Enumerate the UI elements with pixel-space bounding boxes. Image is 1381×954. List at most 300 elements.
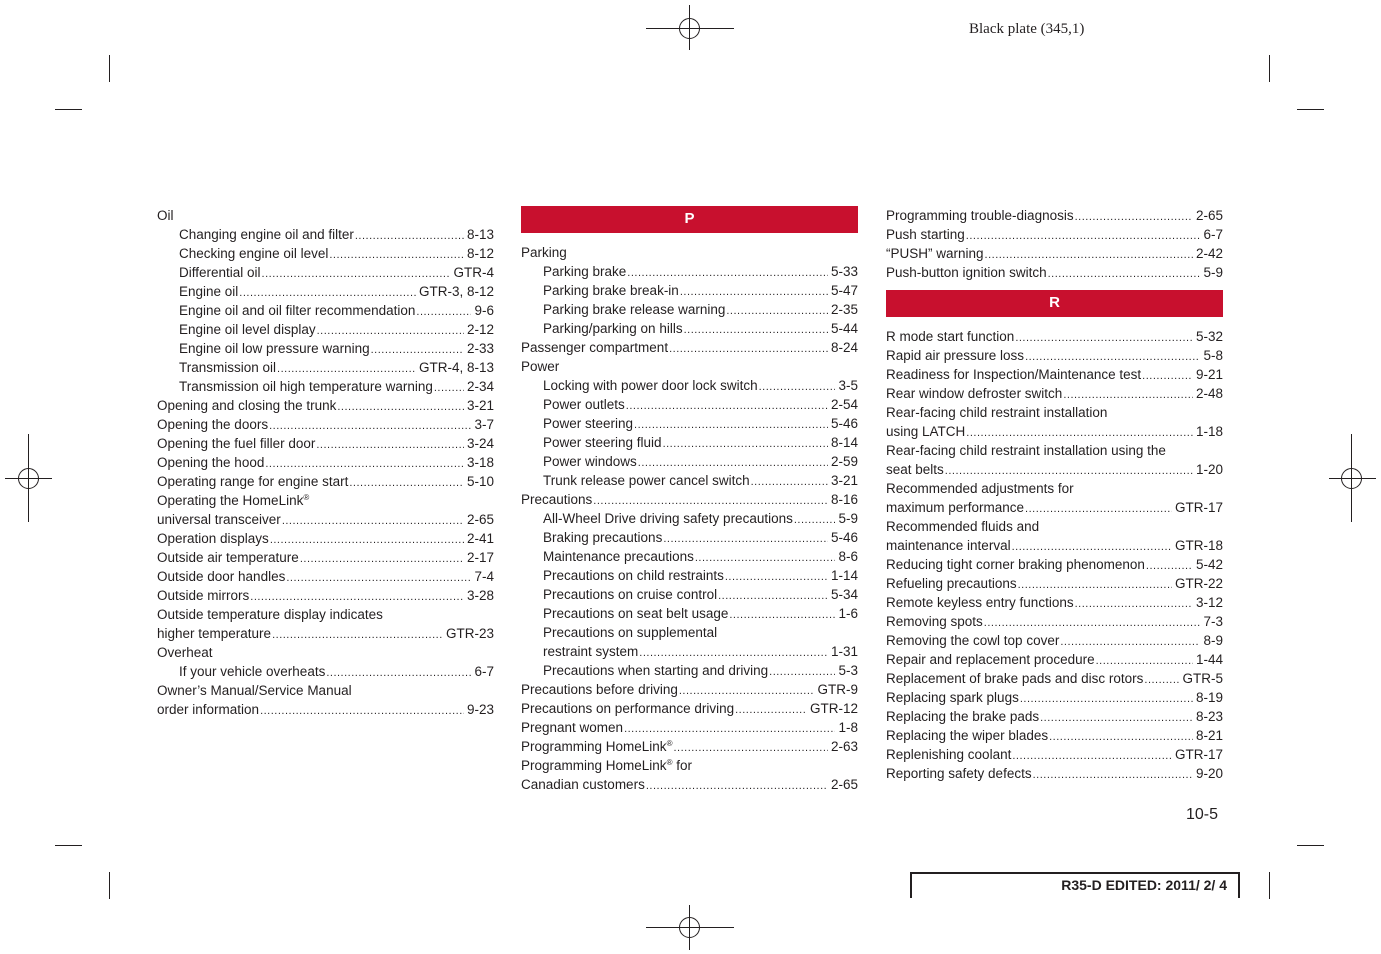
entry-term: Engine oil low pressure warning: [179, 341, 370, 356]
section-header-p: P: [521, 206, 858, 233]
entry-term: Remote keyless entry functions: [886, 595, 1074, 610]
page-reference: 3-18: [466, 455, 494, 470]
entry-term: Precautions when starting and driving: [543, 663, 769, 678]
dot-leader: [718, 587, 828, 606]
page-reference: 6-7: [474, 664, 494, 679]
entry-term: Engine oil and oil filter recommendation: [179, 303, 416, 318]
page-reference: 9-23: [466, 702, 494, 717]
crop-mark-bl-h: [55, 845, 82, 846]
index-entry: [157, 548, 494, 567]
page-reference: 5-32: [1195, 329, 1223, 344]
page-reference: 9-21: [1195, 367, 1223, 382]
index-entry: [157, 491, 494, 510]
entry-term: Parking brake release warning: [543, 302, 726, 317]
page-reference: 6-7: [1203, 227, 1223, 242]
page-reference: 8-24: [830, 340, 858, 355]
entry-term: Precautions on supplemental: [543, 625, 718, 640]
index-entry: [521, 433, 858, 452]
index-entry: [157, 681, 494, 700]
index-entry: [157, 567, 494, 586]
entry-term: higher temperature: [157, 626, 272, 641]
index-entry: [886, 574, 1223, 593]
dot-leader: [1020, 690, 1193, 709]
index-entry: [886, 669, 1223, 688]
page-reference: 8-13: [466, 227, 494, 242]
index-entry: [521, 623, 858, 642]
index-entry: [886, 365, 1223, 384]
index-entry: [886, 593, 1223, 612]
index-entry: [886, 688, 1223, 707]
index-entry: [521, 585, 858, 604]
page-reference: 2-48: [1195, 386, 1223, 401]
index-entry: [157, 624, 494, 643]
page-reference: 1-14: [830, 568, 858, 583]
entry-term: Replacing the wiper blades: [886, 728, 1049, 743]
entry-term: Parking brake break-in: [543, 283, 679, 298]
page-number: 10-5: [1186, 806, 1219, 823]
entry-term: Transmission oil: [179, 360, 277, 375]
entry-term: Programming trouble-diagnosis: [886, 208, 1074, 223]
entry-term: Rapid air pressure loss: [886, 348, 1025, 363]
entry-term: Opening the doors: [157, 417, 269, 432]
index-entry: [157, 358, 494, 377]
page-reference: GTR-5: [1182, 671, 1223, 686]
dot-leader: [634, 416, 828, 435]
dot-leader: [794, 511, 836, 530]
entry-term: Opening and closing the trunk: [157, 398, 337, 413]
index-entry: [886, 460, 1223, 479]
page-reference: 8-6: [838, 549, 858, 564]
page-reference: 8-12: [466, 246, 494, 261]
entry-term: Engine oil level display: [179, 322, 316, 337]
index-entry: [521, 718, 858, 737]
entry-term: Rear-facing child restraint installation: [886, 405, 1108, 420]
entry-term: Outside door handles: [157, 569, 286, 584]
dot-leader: [1144, 671, 1179, 690]
dot-leader: [316, 436, 464, 455]
index-entry: [157, 662, 494, 681]
index-entry: [886, 263, 1223, 282]
entry-term: order information: [157, 702, 260, 717]
index-entry: [521, 395, 858, 414]
page-reference: 2-63: [830, 739, 858, 754]
index-entry: [886, 517, 1223, 536]
index-entry: [886, 726, 1223, 745]
page-reference: 2-33: [466, 341, 494, 356]
page-reference: 5-9: [838, 511, 858, 526]
entry-term: Opening the hood: [157, 455, 265, 470]
page-reference: 2-34: [466, 379, 494, 394]
index-entry: [886, 346, 1223, 365]
index-entry: [886, 327, 1223, 346]
page-reference: GTR-17: [1174, 500, 1223, 515]
crop-mark-br-h: [1297, 845, 1324, 846]
dot-leader: [669, 340, 828, 359]
index-entry: [886, 764, 1223, 783]
index-entry: [886, 498, 1223, 517]
index-entry: [521, 471, 858, 490]
page-reference: 5-33: [830, 264, 858, 279]
page-reference: 2-41: [466, 531, 494, 546]
index-entry: [521, 642, 858, 661]
page-reference: 1-20: [1195, 462, 1223, 477]
entry-term: Programming HomeLink® for: [521, 758, 692, 773]
page-reference: GTR-3, 8-12: [418, 284, 494, 299]
page-reference: 3-5: [838, 378, 858, 393]
page-reference: 2-54: [830, 397, 858, 412]
index-entry: [521, 319, 858, 338]
index-entry: [521, 566, 858, 585]
entry-term: Outside air temperature: [157, 550, 299, 565]
dot-leader: [1075, 208, 1193, 227]
entry-term: Maintenance precautions: [543, 549, 694, 564]
entry-term: Rear window defroster switch: [886, 386, 1063, 401]
index-entry: [157, 320, 494, 339]
registered-mark: ®: [303, 493, 310, 502]
page-reference: 5-44: [830, 321, 858, 336]
dot-leader: [260, 702, 464, 721]
dot-leader: [626, 397, 828, 416]
index-entry: [157, 282, 494, 301]
index-list-p: [521, 243, 858, 794]
page-reference: 5-46: [830, 530, 858, 545]
dot-leader: [434, 379, 464, 398]
page-reference: 9-20: [1195, 766, 1223, 781]
dot-leader: [725, 568, 828, 587]
entry-term: Owner’s Manual/Service Manual: [157, 683, 352, 698]
entry-term: Recommended fluids and: [886, 519, 1040, 534]
index-entry: [157, 586, 494, 605]
entry-term: maximum performance: [886, 500, 1025, 515]
entry-term: Precautions on child restraints: [543, 568, 724, 583]
dot-leader: [1049, 728, 1193, 747]
index-entry: [521, 376, 858, 395]
index-entry: [521, 661, 858, 680]
dot-leader: [1075, 595, 1193, 614]
index-list-p-continued: [886, 206, 1223, 282]
dot-leader: [272, 626, 443, 645]
index-entry: [157, 225, 494, 244]
index-entry: [521, 604, 858, 623]
entry-term: Replacing the brake pads: [886, 709, 1040, 724]
dot-leader: [270, 531, 464, 550]
index-entry: [157, 510, 494, 529]
entry-term: Precautions before driving: [521, 682, 678, 697]
entry-term: Recommended adjustments for: [886, 481, 1074, 496]
dot-leader: [646, 777, 828, 796]
page-reference: 1-18: [1195, 424, 1223, 439]
entry-term: Changing engine oil and filter: [179, 227, 354, 242]
index-entry: [157, 263, 494, 282]
index-entry: [521, 414, 858, 433]
page-reference: 3-21: [466, 398, 494, 413]
page-reference: 8-14: [830, 435, 858, 450]
entry-term: Outside temperature display indicates: [157, 607, 383, 622]
entry-term: Reducing tight corner braking phenomenon: [886, 557, 1145, 572]
page-reference: 1-6: [838, 606, 858, 621]
index-entry: [886, 555, 1223, 574]
index-entry: [521, 547, 858, 566]
entry-term: Operating range for engine start: [157, 474, 349, 489]
edited-stamp: R35-D EDITED: 2011/ 2/ 4: [910, 872, 1240, 898]
page-reference: GTR-4: [453, 265, 494, 280]
registered-mark: ®: [666, 758, 673, 767]
page-reference: 2-12: [466, 322, 494, 337]
index-entry: [886, 384, 1223, 403]
dot-leader: [329, 246, 464, 265]
page-reference: 2-42: [1195, 246, 1223, 261]
page-reference: 9-6: [474, 303, 494, 318]
dot-leader: [282, 512, 464, 531]
dot-leader: [751, 473, 828, 492]
index-entry: [157, 700, 494, 719]
dot-leader: [300, 550, 464, 569]
registered-mark: ®: [666, 739, 673, 748]
entry-term: Refueling precautions: [886, 576, 1017, 591]
page-reference: 1-31: [830, 644, 858, 659]
entry-term: Operating the HomeLink®: [157, 493, 310, 508]
index-entry: [886, 441, 1223, 460]
entry-term: Locking with power door lock switch: [543, 378, 758, 393]
index-column-2: [521, 206, 858, 794]
crop-mark-tr-v: [1269, 55, 1270, 82]
page-reference: GTR-23: [445, 626, 494, 641]
index-entry: [886, 745, 1223, 764]
crop-mark-bl-v: [109, 872, 110, 899]
index-entry: [886, 206, 1223, 225]
entry-term: Trunk release power cancel switch: [543, 473, 750, 488]
page-reference: GTR-22: [1174, 576, 1223, 591]
entry-term: Power windows: [543, 454, 637, 469]
entry-term: Replacement of brake pads and disc rotors: [886, 671, 1144, 686]
index-entry: [157, 415, 494, 434]
dot-leader: [286, 569, 471, 588]
crop-mark-br-v: [1269, 872, 1270, 899]
plate-label: Black plate (345,1): [969, 21, 1085, 37]
page-reference: 5-47: [830, 283, 858, 298]
dot-leader: [1048, 265, 1201, 284]
page-reference: 8-19: [1195, 690, 1223, 705]
page-reference: 3-12: [1195, 595, 1223, 610]
index-entry: [521, 699, 858, 718]
entry-term: Parking/parking on hills: [543, 321, 683, 336]
index-entry: [886, 244, 1223, 263]
entry-term: Power outlets: [543, 397, 625, 412]
index-entry: [521, 490, 858, 509]
index-entry: [886, 650, 1223, 669]
crop-mark-tl-h: [55, 109, 82, 110]
index-entry: [157, 605, 494, 624]
dot-leader: [1012, 747, 1172, 766]
dot-leader: [1040, 709, 1193, 728]
entry-term: Replenishing coolant: [886, 747, 1012, 762]
index-column-3: [886, 206, 1223, 783]
index-entry: [886, 631, 1223, 650]
page-reference: 2-65: [466, 512, 494, 527]
page-reference: GTR-18: [1174, 538, 1223, 553]
dot-leader: [355, 227, 464, 246]
entry-term: “PUSH” warning: [886, 246, 984, 261]
page-reference: 1-44: [1195, 652, 1223, 667]
page-reference: GTR-9: [817, 682, 858, 697]
page-reference: 5-46: [830, 416, 858, 431]
index-entry: [157, 301, 494, 320]
entry-term: Precautions on cruise control: [543, 587, 718, 602]
entry-term: Precautions on performance driving: [521, 701, 735, 716]
index-entry: [521, 243, 858, 262]
entry-term: Outside mirrors: [157, 588, 250, 603]
page-reference: 7-4: [474, 569, 494, 584]
dot-leader: [1025, 500, 1172, 519]
page-reference: 5-42: [1195, 557, 1223, 572]
page-reference: 2-65: [1195, 208, 1223, 223]
page-reference: GTR-4, 8-13: [418, 360, 494, 375]
entry-term: Power steering fluid: [543, 435, 662, 450]
entry-term: Readiness for Inspection/Maintenance test: [886, 367, 1142, 382]
entry-term: maintenance interval: [886, 538, 1011, 553]
index-list-r: [886, 327, 1223, 783]
page-reference: 3-24: [466, 436, 494, 451]
entry-term: Differential oil: [179, 265, 261, 280]
entry-term: Power steering: [543, 416, 634, 431]
index-entry: [886, 225, 1223, 244]
page-reference: 5-10: [466, 474, 494, 489]
index-entry: [521, 262, 858, 281]
page-reference: 8-23: [1195, 709, 1223, 724]
index-entry: [521, 357, 858, 376]
index-entry: [521, 338, 858, 357]
entry-term: Canadian customers: [521, 777, 645, 792]
dot-leader: [673, 739, 828, 758]
dot-leader: [1142, 367, 1193, 386]
entry-term: Programming HomeLink®: [521, 739, 673, 754]
entry-term: Parking brake: [543, 264, 627, 279]
index-entry: [521, 756, 858, 775]
dot-leader: [349, 474, 464, 493]
index-entry: [521, 300, 858, 319]
index-entry: [521, 737, 858, 756]
entry-term: Braking precautions: [543, 530, 663, 545]
dot-leader: [729, 606, 835, 625]
index-entry: [886, 422, 1223, 441]
index-column-1: [157, 206, 494, 719]
page-reference: 8-21: [1195, 728, 1223, 743]
page-reference: 3-21: [830, 473, 858, 488]
dot-leader: [416, 303, 471, 322]
entry-term: Precautions on seat belt usage: [543, 606, 729, 621]
page-reference: GTR-12: [809, 701, 858, 716]
page-reference: 2-17: [466, 550, 494, 565]
entry-term: Overheat: [157, 645, 213, 660]
page-reference: 5-3: [838, 663, 858, 678]
index-entry: [521, 680, 858, 699]
entry-term: All-Wheel Drive driving safety precautions: [543, 511, 793, 526]
entry-term: Transmission oil high temperature warning: [179, 379, 433, 394]
entry-term: restraint system: [543, 644, 639, 659]
entry-term: R mode start function: [886, 329, 1015, 344]
page-reference: 3-28: [466, 588, 494, 603]
index-entry: [886, 479, 1223, 498]
dot-leader: [966, 227, 1201, 246]
index-entry: [157, 453, 494, 472]
entry-term: Oil: [157, 208, 174, 223]
entry-term: Removing the cowl top cover: [886, 633, 1060, 648]
index-entry: [521, 528, 858, 547]
entry-term: Pregnant women: [521, 720, 624, 735]
index-entry: [157, 206, 494, 225]
section-header-r: R: [886, 290, 1223, 317]
entry-term: Parking: [521, 245, 567, 260]
index-entry: [157, 434, 494, 453]
entry-term: Push starting: [886, 227, 965, 242]
entry-term: universal transceiver: [157, 512, 281, 527]
index-entry: [886, 536, 1223, 555]
index-entry: [521, 281, 858, 300]
index-entry: [157, 472, 494, 491]
entry-term: Power: [521, 359, 560, 374]
dot-leader: [735, 701, 807, 720]
dot-leader: [337, 398, 464, 417]
index-entry: [521, 509, 858, 528]
entry-term: seat belts: [886, 462, 944, 477]
page-reference: 8-9: [1203, 633, 1223, 648]
entry-term: Checking engine oil level: [179, 246, 329, 261]
page-reference: 2-59: [830, 454, 858, 469]
index-entry: [886, 403, 1223, 422]
page-reference: 3-7: [474, 417, 494, 432]
dot-leader: [726, 302, 828, 321]
entry-term: Precautions: [521, 492, 593, 507]
entry-term: Removing spots: [886, 614, 983, 629]
entry-term: using LATCH: [886, 424, 966, 439]
index-entry: [521, 775, 858, 794]
entry-term: Replacing spark plugs: [886, 690, 1019, 705]
entry-term: Repair and replacement procedure: [886, 652, 1095, 667]
crop-mark-tl-v: [109, 55, 110, 82]
entry-term: Rear-facing child restraint installation using the: [886, 443, 1166, 458]
index-entry: [886, 612, 1223, 631]
crop-mark-tr-h: [1297, 109, 1324, 110]
page-reference: 2-35: [830, 302, 858, 317]
entry-term: Push-button ignition switch: [886, 265, 1047, 280]
dot-leader: [1015, 329, 1193, 348]
page-reference: 8-16: [830, 492, 858, 507]
entry-term: Engine oil: [179, 284, 239, 299]
index-entry: [157, 339, 494, 358]
entry-term: Operation displays: [157, 531, 269, 546]
index-entry: [157, 377, 494, 396]
dot-leader: [684, 321, 828, 340]
entry-term: Opening the fuel filler door: [157, 436, 316, 451]
index-entry: [157, 396, 494, 415]
page-reference: 2-65: [830, 777, 858, 792]
index-entry: [157, 529, 494, 548]
index-entry: [886, 707, 1223, 726]
page-reference: 7-3: [1203, 614, 1223, 629]
page-reference: GTR-17: [1174, 747, 1223, 762]
page-reference: 5-34: [830, 587, 858, 602]
entry-term: If your vehicle overheats: [179, 664, 326, 679]
entry-term: Passenger compartment: [521, 340, 669, 355]
dot-leader: [663, 435, 828, 454]
index-entry: [157, 244, 494, 263]
index-entry: [521, 452, 858, 471]
index-entry: [157, 643, 494, 662]
dot-leader: [1033, 766, 1193, 785]
page-reference: 1-8: [838, 720, 858, 735]
page-reference: 5-9: [1203, 265, 1223, 280]
entry-term: Reporting safety defects: [886, 766, 1032, 781]
